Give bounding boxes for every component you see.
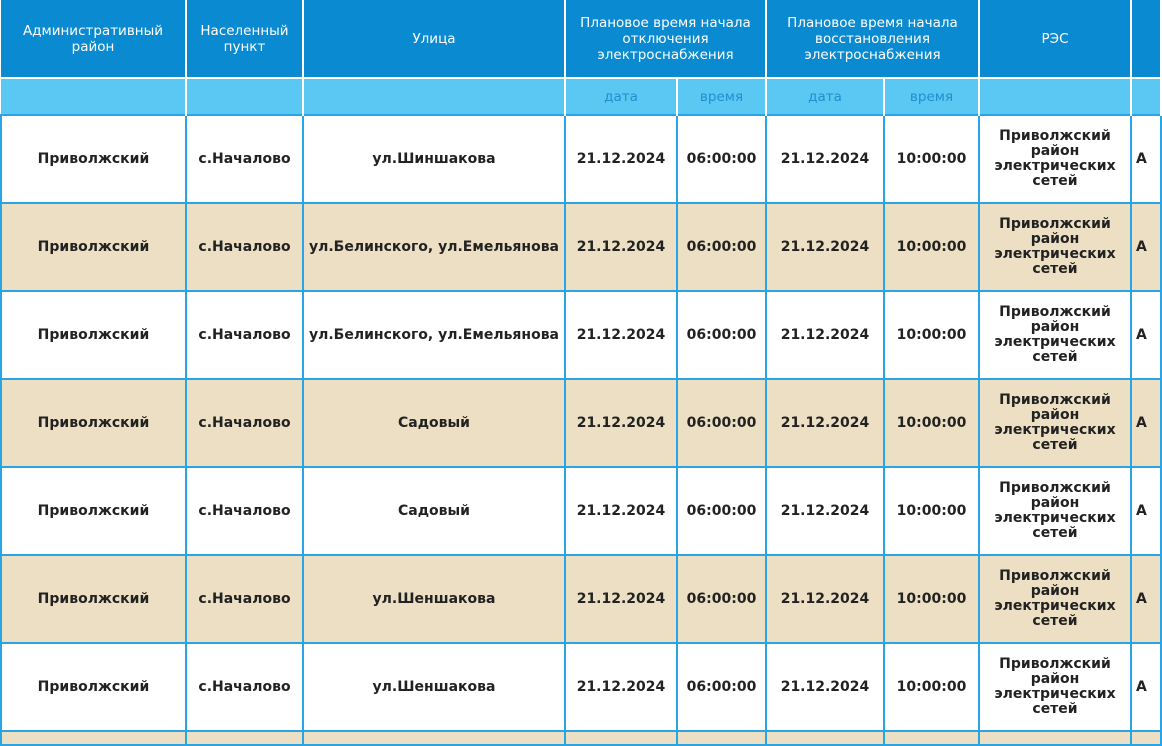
cell-settlement: с.Началово	[186, 643, 303, 731]
cell-off-time: 06:00:00	[677, 203, 766, 291]
col-header-off-time: Плановое время начала отключения электроснабжения	[565, 0, 766, 78]
cell-on-time: 10:00:00	[884, 115, 979, 203]
cell-district: Приволжский	[1, 203, 186, 291]
cell-district: Приволжский	[1, 555, 186, 643]
cell-empty	[884, 731, 979, 745]
table-row	[1, 467, 1161, 555]
cell-res: Приволжский район электрических сетей	[979, 379, 1131, 467]
col-header-admin-district: Административный район	[1, 0, 186, 78]
cell-extra: А	[1131, 555, 1161, 643]
cell-off-date: 21.12.2024	[565, 291, 677, 379]
subheader-blank	[979, 78, 1131, 115]
cell-off-time: 06:00:00	[677, 467, 766, 555]
col-header-restore-time: Плановое время начала восстановления электроснабжения	[766, 0, 979, 78]
table-row	[1, 203, 1161, 291]
subheader-off-time: время	[677, 78, 766, 115]
cell-empty	[766, 731, 884, 745]
cell-extra: А	[1131, 203, 1161, 291]
col-header-street: Улица	[303, 0, 565, 78]
cell-district: Приволжский	[1, 291, 186, 379]
cell-street: Садовый	[303, 379, 565, 467]
table-row	[1, 555, 1161, 643]
cell-off-time: 06:00:00	[677, 379, 766, 467]
subheader-blank	[303, 78, 565, 115]
cell-on-date: 21.12.2024	[766, 291, 884, 379]
cell-off-date: 21.12.2024	[565, 555, 677, 643]
cell-off-date: 21.12.2024	[565, 203, 677, 291]
cell-empty	[186, 731, 303, 745]
cell-on-time: 10:00:00	[884, 203, 979, 291]
cell-off-date: 21.12.2024	[565, 379, 677, 467]
table-row	[1, 643, 1161, 731]
cell-on-date: 21.12.2024	[766, 643, 884, 731]
cell-off-time: 06:00:00	[677, 555, 766, 643]
cell-on-time: 10:00:00	[884, 643, 979, 731]
cell-empty	[1131, 731, 1161, 745]
subheader-blank	[1131, 78, 1161, 115]
table-row	[1, 379, 1161, 467]
subheader-on-date: дата	[766, 78, 884, 115]
cell-on-time: 10:00:00	[884, 555, 979, 643]
cell-settlement: с.Началово	[186, 555, 303, 643]
cell-district: Приволжский	[1, 115, 186, 203]
subheader-row	[1, 78, 1161, 115]
cell-res: Приволжский район электрических сетей	[979, 115, 1131, 203]
cell-on-time: 10:00:00	[884, 291, 979, 379]
cell-on-date: 21.12.2024	[766, 379, 884, 467]
col-header-res: РЭС	[979, 0, 1131, 78]
col-header-extra	[1131, 0, 1161, 78]
subheader-on-time: время	[884, 78, 979, 115]
header-row	[1, 0, 1161, 78]
table-row	[1, 115, 1161, 203]
cell-extra: А	[1131, 379, 1161, 467]
cell-on-date: 21.12.2024	[766, 467, 884, 555]
cell-extra: А	[1131, 115, 1161, 203]
cell-district: Приволжский	[1, 467, 186, 555]
subheader-blank	[186, 78, 303, 115]
cell-empty	[565, 731, 677, 745]
cell-extra: А	[1131, 467, 1161, 555]
cell-empty	[979, 731, 1131, 745]
cell-settlement: с.Началово	[186, 379, 303, 467]
cell-off-time: 06:00:00	[677, 115, 766, 203]
cell-res: Приволжский район электрических сетей	[979, 643, 1131, 731]
table-row-partial	[1, 731, 1161, 745]
cell-off-date: 21.12.2024	[565, 643, 677, 731]
cell-street: ул.Шеншакова	[303, 643, 565, 731]
cell-district: Приволжский	[1, 379, 186, 467]
cell-off-time: 06:00:00	[677, 643, 766, 731]
cell-street: Садовый	[303, 467, 565, 555]
cell-on-time: 10:00:00	[884, 467, 979, 555]
cell-settlement: с.Началово	[186, 291, 303, 379]
cell-empty	[303, 731, 565, 745]
cell-res: Приволжский район электрических сетей	[979, 291, 1131, 379]
cell-street: ул.Белинского, ул.Емельянова	[303, 203, 565, 291]
cell-on-date: 21.12.2024	[766, 115, 884, 203]
cell-res: Приволжский район электрических сетей	[979, 555, 1131, 643]
cell-res: Приволжский район электрических сетей	[979, 467, 1131, 555]
cell-settlement: с.Началово	[186, 467, 303, 555]
cell-district: Приволжский	[1, 643, 186, 731]
cell-off-time: 06:00:00	[677, 291, 766, 379]
subheader-off-date: дата	[565, 78, 677, 115]
cell-extra: А	[1131, 291, 1161, 379]
col-header-settlement: Населенный пункт	[186, 0, 303, 78]
table-row	[1, 291, 1161, 379]
cell-off-date: 21.12.2024	[565, 115, 677, 203]
cell-empty	[677, 731, 766, 745]
cell-settlement: с.Началово	[186, 203, 303, 291]
cell-on-date: 21.12.2024	[766, 203, 884, 291]
cell-on-date: 21.12.2024	[766, 555, 884, 643]
cell-off-date: 21.12.2024	[565, 467, 677, 555]
cell-on-time: 10:00:00	[884, 379, 979, 467]
cell-street: ул.Шиншакова	[303, 115, 565, 203]
subheader-blank	[1, 78, 186, 115]
cell-empty	[1, 731, 186, 745]
cell-res: Приволжский район электрических сетей	[979, 203, 1131, 291]
cell-settlement: с.Началово	[186, 115, 303, 203]
cell-street: ул.Шеншакова	[303, 555, 565, 643]
cell-street: ул.Белинского, ул.Емельянова	[303, 291, 565, 379]
cell-extra: А	[1131, 643, 1161, 731]
